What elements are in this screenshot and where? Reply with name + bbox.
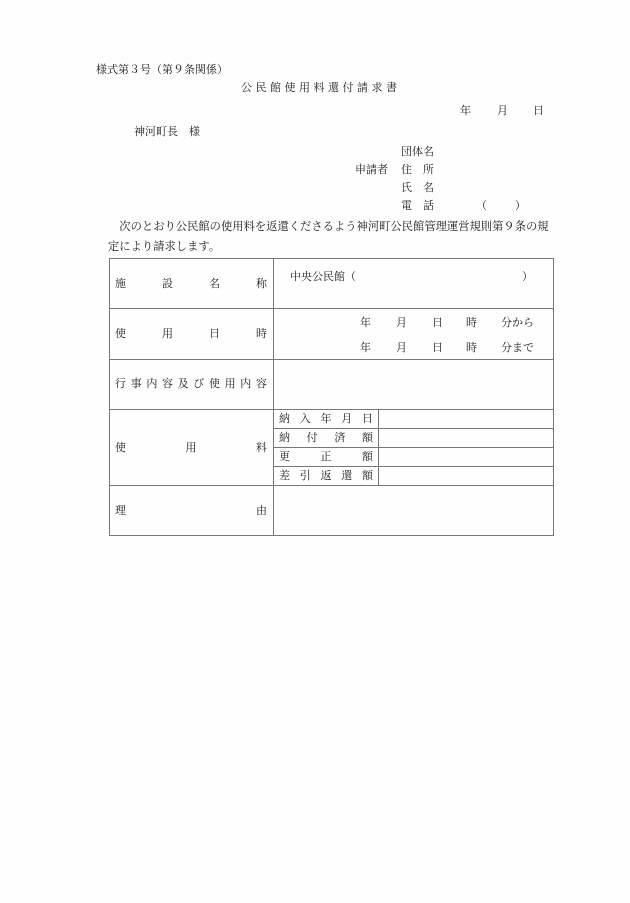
event-content-field[interactable] <box>274 360 553 409</box>
applicant-label: 申請者 <box>355 163 388 176</box>
fee-refund-amount-label: 差 引 返 還 額 <box>279 469 373 482</box>
table-border-top <box>109 258 554 259</box>
applicant-org-name-label: 団体名 <box>401 145 434 158</box>
event-content-label: 行 事 内 容 及 び 使 用 内 容 <box>115 377 267 390</box>
body-text-line2: 定により請求します。 <box>108 240 221 253</box>
row-divider <box>109 308 554 309</box>
body-text-line1: 次のとおり公民館の使用料を返還くださるよう神河町公民館管理運営規則第９条の規 <box>108 220 549 233</box>
document-title: 公 民 館 使 用 料 還 付 請 求 書 <box>241 81 397 94</box>
fee-paid-amount-field[interactable] <box>379 429 553 447</box>
applicant-phone-label: 電 話 <box>401 199 434 212</box>
fee-refund-amount-field[interactable] <box>379 467 553 485</box>
date-year-label: 年 <box>460 104 471 117</box>
reason-label: 理 由 <box>115 504 267 517</box>
fee-payment-date-label: 納 入 年 月 日 <box>279 412 373 425</box>
date-day-label: 日 <box>533 104 544 117</box>
fee-corrected-amount-label: 更 正 額 <box>279 450 373 463</box>
fee-paid-amount-label: 納 付 済 額 <box>279 431 373 444</box>
table-border-bottom <box>109 535 554 536</box>
date-month-label: 月 <box>497 104 508 117</box>
form-number: 様式第３号（第９条関係） <box>96 63 228 76</box>
fee-label: 使 用 料 <box>115 441 267 454</box>
reason-field[interactable] <box>274 486 553 535</box>
facility-name-label: 施 設 名 称 <box>115 277 267 290</box>
fee-payment-date-field[interactable] <box>379 410 553 428</box>
applicant-address-label: 住 所 <box>401 163 434 176</box>
usage-datetime-label: 使 用 日 時 <box>115 327 267 340</box>
facility-name-value-suffix: ） <box>522 270 533 283</box>
addressee: 神河町長 様 <box>134 125 200 138</box>
fee-corrected-amount-field[interactable] <box>379 448 553 466</box>
phone-paren-open: （ <box>476 199 487 212</box>
table-border-left <box>109 258 110 536</box>
applicant-name-label: 氏 名 <box>401 181 434 194</box>
phone-paren-close: ） <box>515 199 526 212</box>
table-border-right <box>553 258 554 536</box>
facility-name-value-prefix[interactable]: 中央公民館（ <box>290 270 356 283</box>
